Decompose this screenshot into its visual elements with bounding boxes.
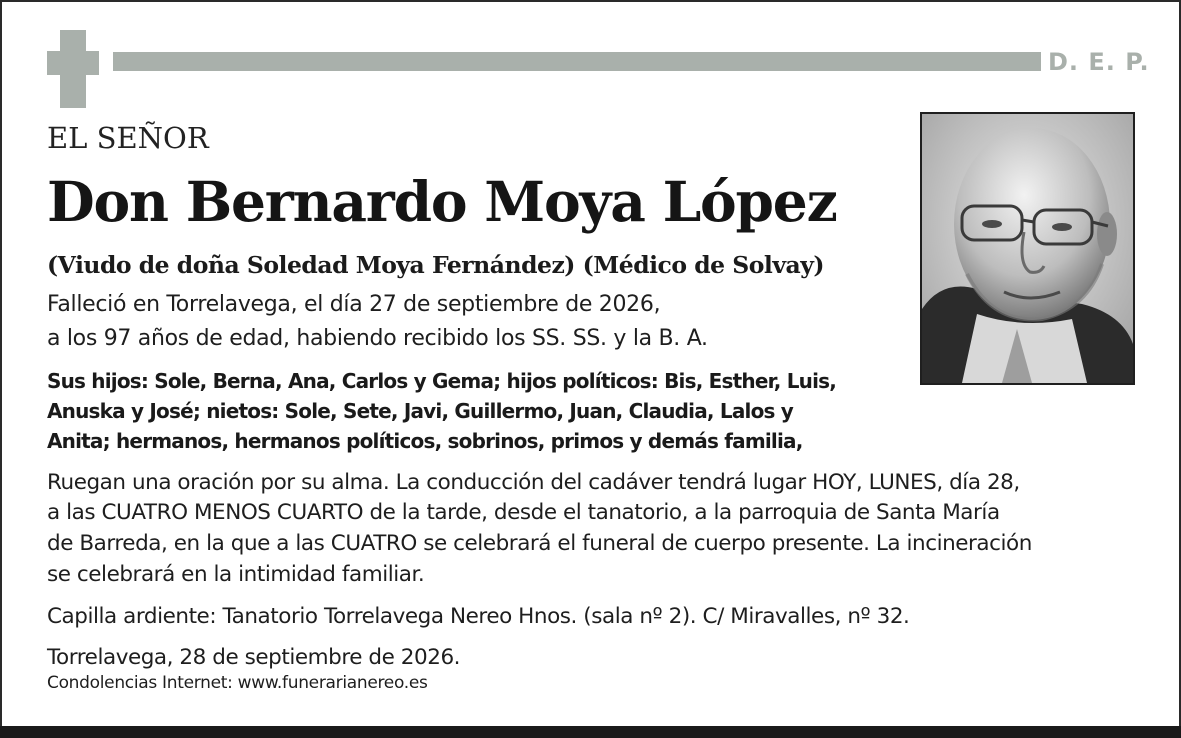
- ceremony-line: se celebrará en la intimidad familiar.: [47, 562, 425, 587]
- family-line: Anuska y José; nietos: Sole, Sete, Javi, Guillermo, Juan, Claudia, Lalos y: [47, 399, 794, 423]
- place-date: Torrelavega, 28 de septiembre de 2026.: [47, 645, 461, 670]
- honorific: EL SEÑOR: [47, 121, 209, 155]
- death-line: a los 97 años de edad, habiendo recibido los SS. SS. y la B. A.: [47, 326, 708, 351]
- ceremony-line: Ruegan una oración por su alma. La conducción del cadáver tendrá lugar HOY, LUNES, día 28,: [47, 470, 1020, 495]
- deceased-note: (Viudo de doña Soledad Moya Fernández) (Médico de Solvay): [47, 251, 825, 279]
- ceremony-line: a las CUATRO MENOS CUARTO de la tarde, desde el tanatorio, a la parroquia de Santa María: [47, 500, 1000, 525]
- family-line: Sus hijos: Sole, Berna, Ana, Carlos y Gema; hijos políticos: Bis, Esther, Luis,: [47, 369, 837, 393]
- dep-label: D. E. P.: [1048, 48, 1150, 76]
- deceased-photo: [920, 112, 1135, 385]
- death-line: Falleció en Torrelavega, el día 27 de septiembre de 2026,: [47, 292, 661, 317]
- chapel-info: Capilla ardiente: Tanatorio Torrelavega Nereo Hnos. (sala nº 2). C/ Miravalles, nº 32.: [47, 604, 910, 629]
- header-rule: [113, 52, 1041, 71]
- bottom-bar: [0, 726, 1181, 738]
- deceased-name: Don Bernardo Moya López: [47, 169, 837, 234]
- family-line: Anita; hermanos, hermanos políticos, sobrinos, primos y demás familia,: [47, 429, 803, 453]
- ceremony-line: de Barreda, en la que a las CUATRO se celebrará el funeral de cuerpo presente. La incineración: [47, 531, 1032, 556]
- condolences-line: Condolencias Internet: www.funerarianereo.es: [47, 673, 428, 693]
